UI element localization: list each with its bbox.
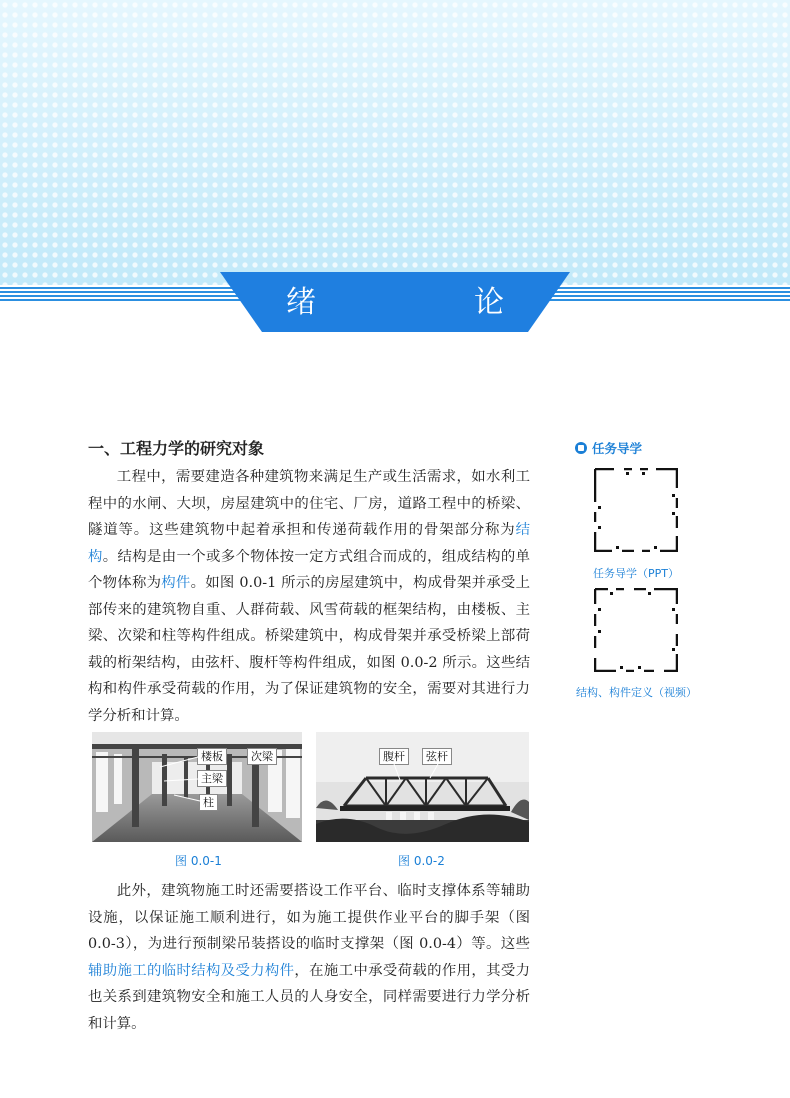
term-structure: 结构 xyxy=(88,522,530,565)
label-slab: 楼板 xyxy=(197,748,227,765)
label-secondary-beam: 次梁 xyxy=(247,748,277,765)
para1-text-c: 。如图 0.0-1 所示的房屋建筑中，构成骨架并承受上部传来的建筑物自重、人群荷载、风雪荷载的框架结构，由楼板、主梁、次梁和柱等构件组成。桥梁建筑中，构成骨架并承受桥梁上部荷载的桁架结构，由弦杆、腹杆等构件组成，如图 0.0-2 所示。这些结构和构件承受荷载的作用，为了保证建筑物的安全，需要对其进行力学分析和计算。 xyxy=(88,575,530,724)
para1-text-a: 工程中，需要建造各种建筑物来满足生产或生活需求，如水利工程中的水闸、大坝，房屋建筑中的住宅、厂房，道路工程中的桥梁、隧道等。这些建筑物中起着承担和传递荷载作用的骨架部分称为 xyxy=(88,469,530,538)
sidebar-heading xyxy=(575,439,642,457)
para2-text-b: ，在施工中承受荷载的作用，其受力也关系到建筑物安全和施工人员的人身安全，同样需要进行力学分析和计算。 xyxy=(88,962,530,1032)
qr1-label: 任务导学（PPT） xyxy=(593,567,679,580)
label-web-member: 腹杆 xyxy=(379,748,409,765)
guide-icon xyxy=(575,442,587,454)
figure1-leader-lines xyxy=(150,755,210,805)
para2-text-a: 此外，建筑物施工时还需要搭设工作平台、临时支撑体系等辅助设施，以保证施工顺利进行，如为施工提供作业平台的脚手架（图 0.0-3），为进行预制梁吊装搭设的临时支撑架（图 0.0-4）等。这些 xyxy=(88,883,530,952)
label-column: 柱 xyxy=(199,794,218,811)
qr-code-video[interactable] xyxy=(594,588,678,672)
label-main-beam: 主梁 xyxy=(197,770,227,787)
label-chord: 弦杆 xyxy=(422,748,452,765)
paragraph-2 xyxy=(88,878,530,1037)
term-member: 构件 xyxy=(161,575,191,591)
header-background xyxy=(0,0,790,285)
figure1-caption: 图 0.0-1 xyxy=(175,854,222,868)
term-temporary-structure: 辅助施工的临时结构及受力构件 xyxy=(88,962,295,979)
para1-text-b: 。结构是由一个或多个物体按一定方式组合而成的，组成结构的单个物体称为 xyxy=(88,548,530,591)
figure2-caption: 图 0.0-2 xyxy=(398,854,445,868)
section-heading: 一、工程力学的研究对象 xyxy=(88,439,265,458)
sidebar-heading-text: 任务导学 xyxy=(592,441,643,456)
chapter-title: 绪 论 xyxy=(286,285,568,320)
figure2-leader-lines xyxy=(380,764,450,784)
qr2-label: 结构、构件定义（视频） xyxy=(576,686,697,699)
qr-code-ppt[interactable] xyxy=(594,468,678,552)
paragraph-1 xyxy=(88,464,530,729)
